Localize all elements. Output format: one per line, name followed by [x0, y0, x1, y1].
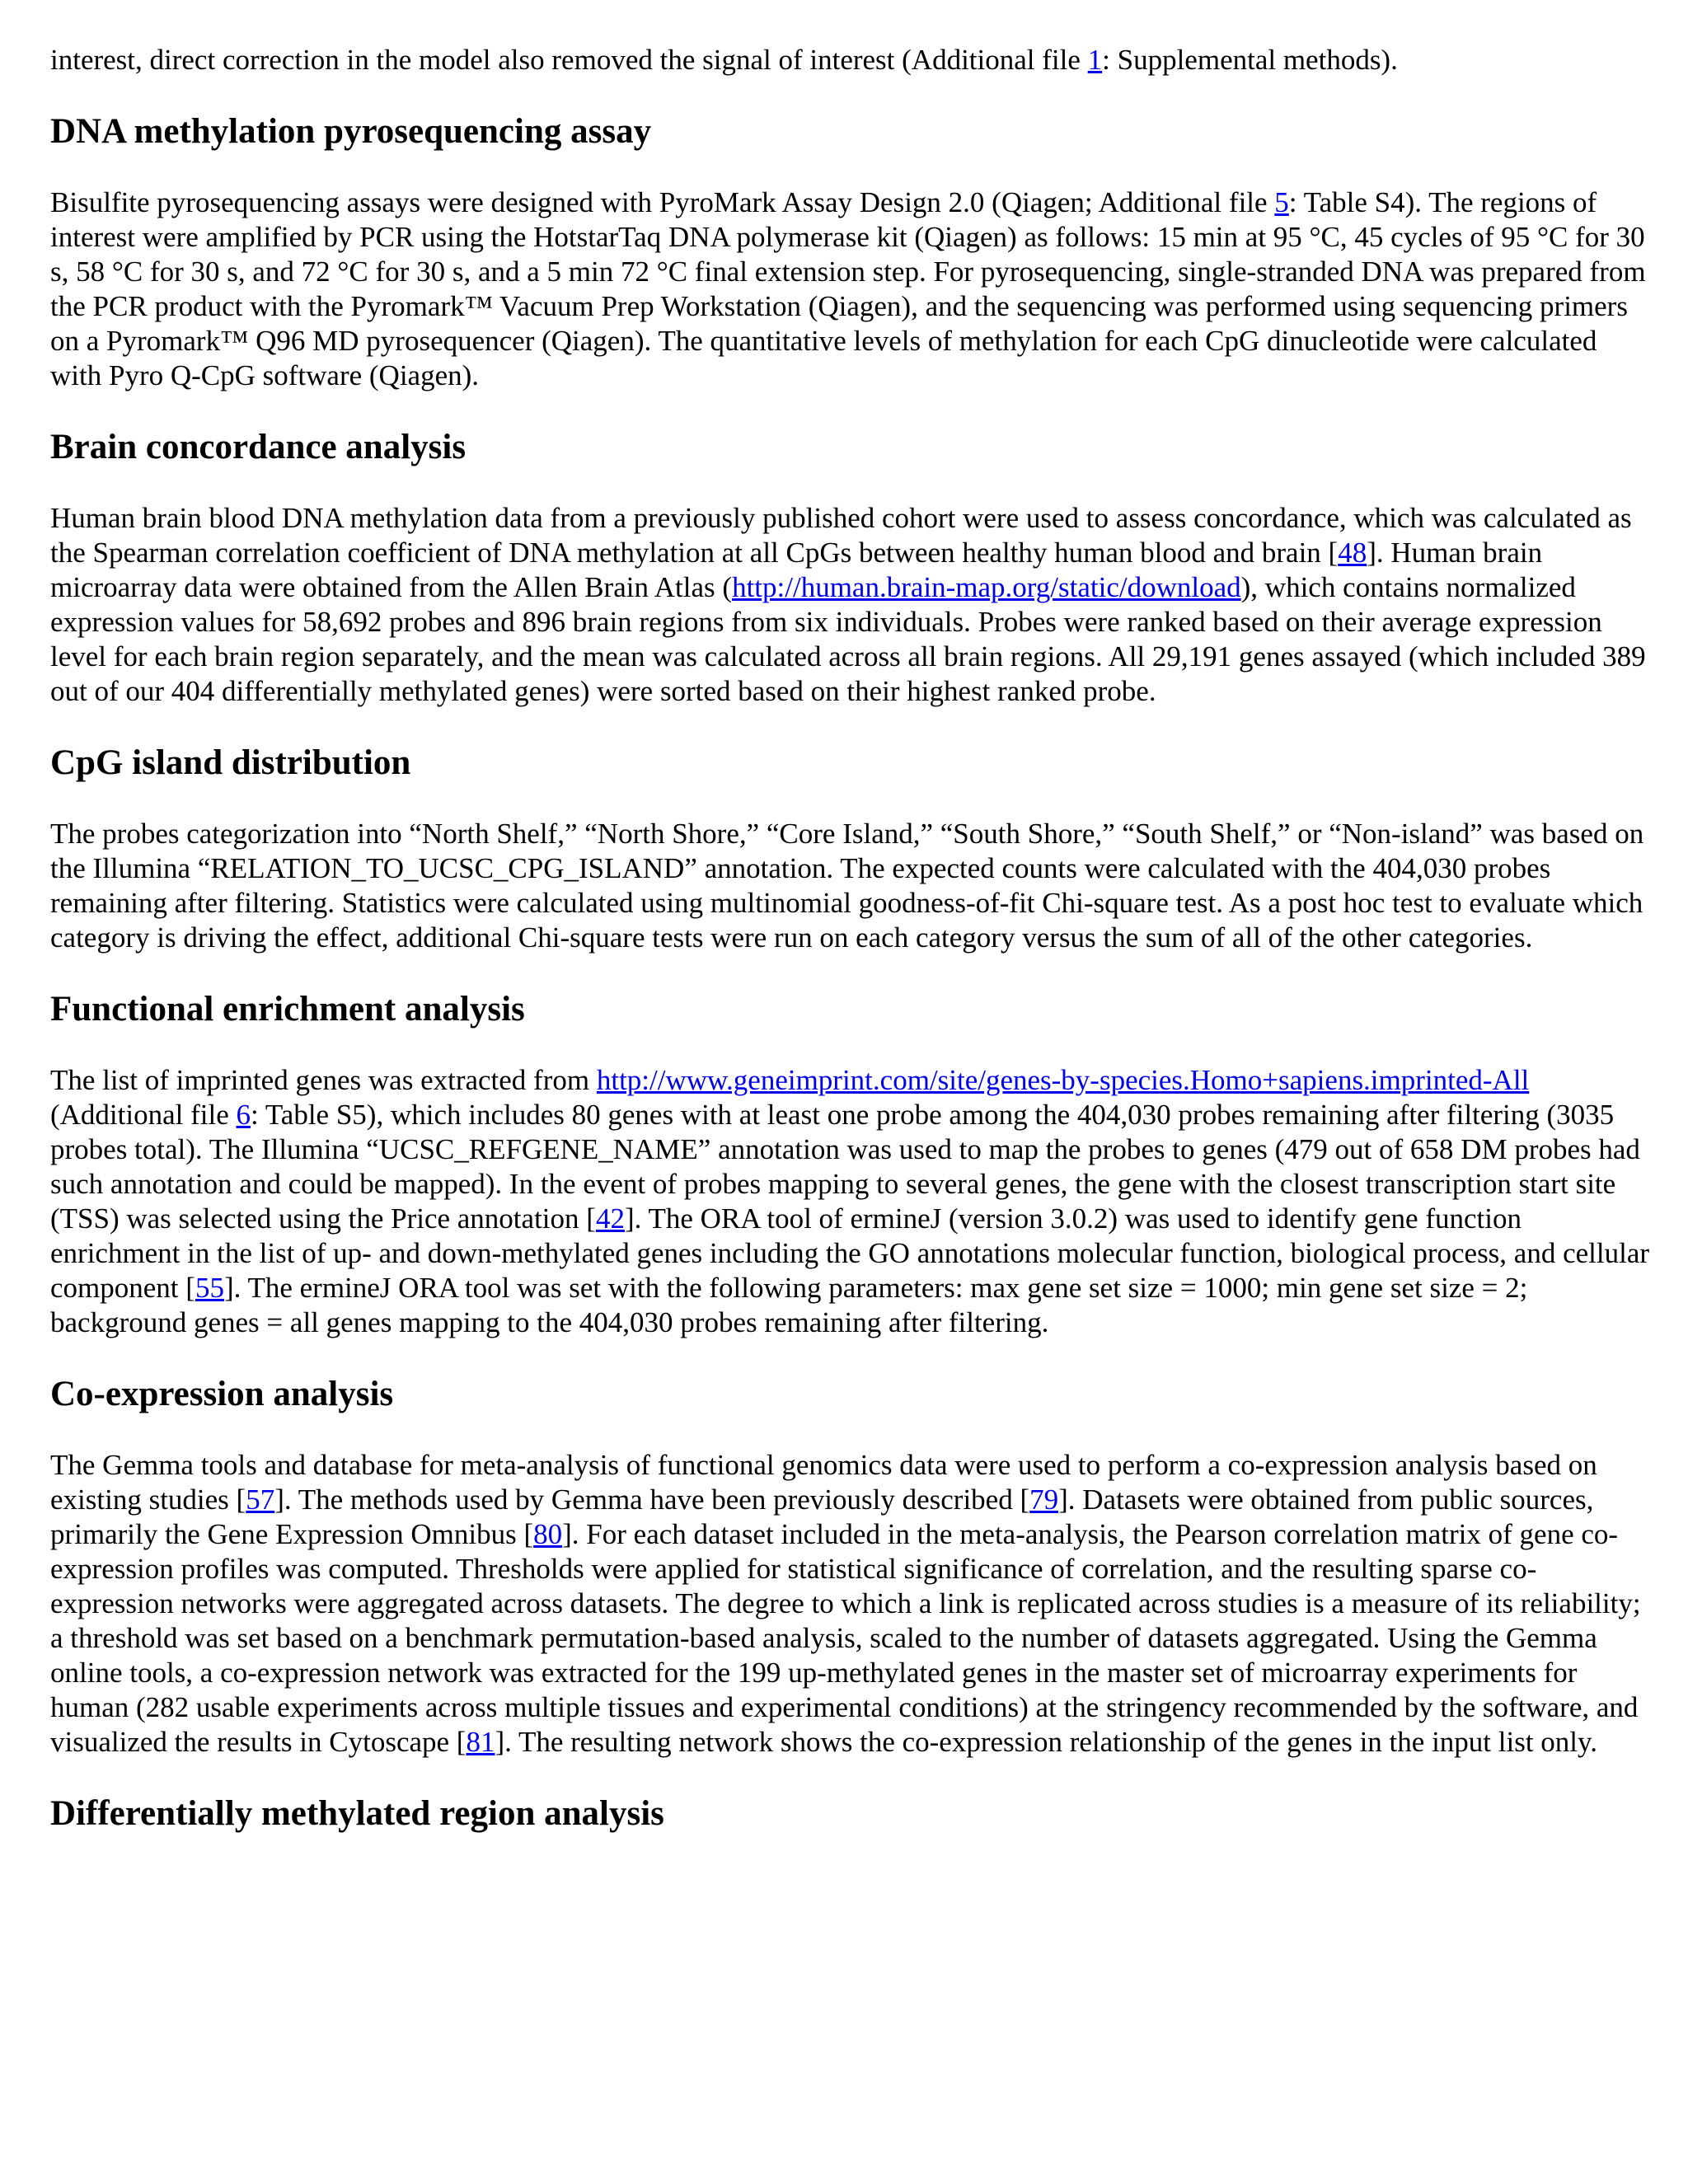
section-cpg-island [50, 743, 1654, 955]
coexp-text-2: ]. The methods used by Gemma have been previously described [ [274, 1483, 1030, 1516]
citation-81-link[interactable]: 81 [466, 1726, 495, 1758]
section-pyrosequencing [50, 111, 1654, 393]
citation-42-link[interactable]: 42 [595, 1202, 625, 1235]
coexp-text-5: ]. The resulting network shows the co-expression relationship of the genes in the input list only. [495, 1726, 1598, 1758]
cpg-island-paragraph: The probes categorization into “North Shelf,” “North Shore,” “Core Island,” “South Shore,” “South Shelf,” or “Non-island” was based on the Illumina “RELATION_TO_UCSC_CPG_ISLAND” annotation. The expected counts were calculated with the 404,030 probes remaining after filtering. Statistics were calculated using multinomial goodness-of-fit Chi-square test. As a post hoc test to evaluate which category is driving the effect, additional Chi-square tests were run on each category versus the sum of all of the other categories. [50, 818, 1644, 954]
geneimprint-link[interactable]: http://www.geneimprint.com/site/genes-by-species.Homo+sapiens.imprinted-All [596, 1064, 1530, 1096]
func-text-1: The list of imprinted genes was extracted from [50, 1064, 597, 1096]
section-title-co-expression: Co-expression analysis [50, 1375, 394, 1413]
func-text-3: : Table S5), which includes 80 genes with at least one probe among the 404,030 probes remaining after filtering (3035 probes total). The Illumina “UCSC_REFGENE_NAME” annotation was used to map the probes to genes (479 out of 658 DM probes had such annotation and could be mapped). In the event of probes mapping to several genes, the gene with the closest transcription start site (TSS) was selected using the Price annotation [ [50, 1099, 1640, 1235]
section-title-cpg-island: CpG island distribution [50, 743, 411, 782]
func-text-5: ]. The ermineJ ORA tool was set with the following parameters: max gene set size = 1000; min gene set size = 2; background genes = all genes mapping to the 404,030 probes remaining after filtering. [50, 1272, 1528, 1338]
citation-57-link[interactable]: 57 [246, 1483, 275, 1516]
brain-concordance-paragraph [50, 501, 1654, 709]
section-co-expression [50, 1374, 1654, 1760]
func-text-2: (Additional file [50, 1099, 237, 1131]
ref-additional-file-6-link[interactable]: 6 [236, 1099, 251, 1131]
allen-brain-atlas-link[interactable]: http://human.brain-map.org/static/download [732, 571, 1241, 603]
citation-55-link[interactable]: 55 [195, 1272, 224, 1304]
section-title-functional-enrichment: Functional enrichment analysis [50, 990, 525, 1029]
section-title-dmr: Differentially methylated region analysis [50, 1794, 664, 1833]
func-text-4: ]. The ORA tool of ermineJ (version 3.0.2) was used to identify gene function enrichment in the list of up- and down-methylated genes including the GO annotations molecular function, biological process, and cellular component [ [50, 1202, 1650, 1304]
article-body [50, 43, 1654, 1868]
intro-text-2: : Supplemental methods). [1102, 44, 1398, 76]
pyrosequencing-paragraph [50, 185, 1654, 393]
citation-80-link[interactable]: 80 [533, 1518, 563, 1550]
section-title-brain-concordance: Brain concordance analysis [50, 428, 467, 466]
citation-48-link[interactable]: 48 [1338, 537, 1367, 569]
functional-enrichment-paragraph [50, 1063, 1654, 1340]
ref-additional-file-1-link[interactable]: 1 [1087, 44, 1103, 76]
section-functional-enrichment [50, 989, 1654, 1340]
ref-additional-file-5-link[interactable]: 5 [1274, 186, 1289, 218]
pyro-text-2: : Table S4). The regions of interest were amplified by PCR using the HotstarTaq DNA polymerase kit (Qiagen) as follows: 15 min at 95 °C, 45 cycles of 95 °C for 30 s, 58 °C for 30 s, and 72 °C for 30 s, and a 5 min 72 °C final extension step. For pyrosequencing, single-stranded DNA was prepared from the PCR product with the Pyromark™ Vacuum Prep Workstation (Qiagen), and the sequencing was performed using sequencing primers on a Pyromark™ Q96 MD pyrosequencer (Qiagen). The quantitative levels of methylation for each CpG dinucleotide were calculated with Pyro Q-CpG software (Qiagen). [50, 186, 1646, 391]
brain-text-1: Human brain blood DNA methylation data from a previously published cohort were used to assess concordance, which was calculated as the Spearman correlation coefficient of DNA methylation at all CpGs between healthy human blood and brain [ [50, 502, 1632, 569]
coexp-text-4: ]. For each dataset included in the meta-analysis, the Pearson correlation matrix of gene co-expression profiles was computed. Thresholds were applied for statistical significance of correlation, and the resulting sparse co-expression networks were aggregated across datasets. The degree to which a link is replicated across studies is a measure of its reliability; a threshold was set based on a benchmark permutation-based analysis, scaled to the number of datasets aggregated. Using the Gemma online tools, a co-expression network was extracted for the 199 up-methylated genes in the master set of microarray experiments for human (282 usable experiments across multiple tissues and experimental conditions) at the stringency recommended by the software, and visualized the results in Cytoscape [ [50, 1518, 1641, 1758]
coexp-text-3: ]. Datasets were obtained from public sources, primarily the Gene Expression Omnibus [ [50, 1483, 1594, 1550]
intro-text-1: interest, direct correction in the model also removed the signal of interest (Additional file [50, 44, 1088, 76]
coexp-text-1: The Gemma tools and database for meta-analysis of functional genomics data were used to perform a co-expression analysis based on existing studies [ [50, 1449, 1597, 1516]
brain-text-3: ), which contains normalized expression values for 58,692 probes and 896 brain regions from six individuals. Probes were ranked based on their average expression level for each brain region separately, and the mean was calculated across all brain regions. All 29,191 genes assayed (which included 389 out of our 404 differentially methylated genes) were sorted based on their highest ranked probe. [50, 571, 1646, 707]
section-title-pyrosequencing: DNA methylation pyrosequencing assay [50, 112, 652, 151]
citation-79-link[interactable]: 79 [1029, 1483, 1059, 1516]
pyro-text-1: Bisulfite pyrosequencing assays were designed with PyroMark Assay Design 2.0 (Qiagen; Additional file [50, 186, 1275, 218]
section-dmr [50, 1793, 1654, 1835]
co-expression-paragraph [50, 1448, 1654, 1760]
section-brain-concordance [50, 427, 1654, 709]
intro-paragraph [50, 43, 1654, 77]
brain-text-2: ]. Human brain microarray data were obtained from the Allen Brain Atlas ( [50, 537, 1543, 603]
